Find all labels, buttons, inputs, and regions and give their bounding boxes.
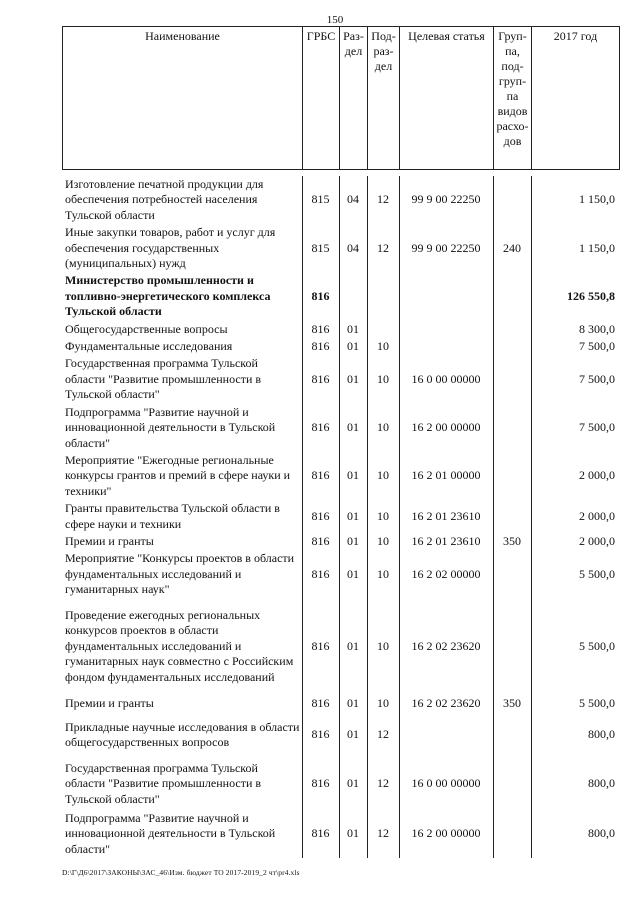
header-podrazdel: Под- раз- дел bbox=[368, 27, 400, 170]
row-podrazdel: 10 bbox=[367, 500, 399, 533]
row-podrazdel: 12 bbox=[367, 176, 399, 224]
row-target: 16 0 00 00000 bbox=[399, 758, 493, 810]
header-group: Груп- па, под- груп- па видов расхо- дов bbox=[494, 27, 532, 170]
row-grbs: 816 bbox=[302, 355, 339, 403]
table-row bbox=[62, 500, 619, 533]
row-amount: 7 500,0 bbox=[531, 338, 619, 355]
row-target: 99 9 00 22250 bbox=[399, 224, 493, 272]
row-podrazdel: 10 bbox=[367, 533, 399, 550]
row-name: Общегосударственные вопросы bbox=[65, 321, 228, 336]
row-amount: 800,0 bbox=[531, 758, 619, 810]
row-grbs: 816 bbox=[302, 272, 339, 320]
row-name: Государственная программа Тульской области "Развитие промышленности в Тульской области" bbox=[65, 356, 262, 402]
row-group bbox=[493, 599, 531, 695]
row-target: 16 0 00 00000 bbox=[399, 355, 493, 403]
row-razdel: 01 bbox=[339, 355, 367, 403]
table-row bbox=[62, 176, 619, 224]
page-number: 150 bbox=[326, 14, 344, 26]
row-podrazdel: 12 bbox=[367, 712, 399, 758]
row-grbs: 816 bbox=[302, 550, 339, 598]
row-name: Министерство промышленности и топливно-энергетического комплекса Тульской области bbox=[65, 273, 271, 319]
row-grbs: 816 bbox=[302, 758, 339, 810]
row-amount: 8 300,0 bbox=[531, 321, 619, 338]
row-name: Мероприятие "Ежегодные региональные конкурсы грантов и премий в сфере науки и техники" bbox=[65, 452, 291, 498]
row-podrazdel bbox=[367, 321, 399, 338]
table-row bbox=[62, 321, 619, 338]
row-target: 16 2 00 00000 bbox=[399, 810, 493, 858]
row-podrazdel: 12 bbox=[367, 758, 399, 810]
row-target bbox=[399, 272, 493, 320]
budget-table bbox=[62, 176, 619, 858]
header-grbs: ГРБС bbox=[303, 27, 340, 170]
header-razdel: Раз- дел bbox=[340, 27, 368, 170]
row-name: Иные закупки товаров, работ и услуг для обеспечения государственных (муниципальных) нужд bbox=[65, 225, 276, 271]
row-name: Подпрограмма "Развитие научной и инновационной деятельности в Тульской области" bbox=[65, 810, 276, 856]
row-group bbox=[493, 810, 531, 858]
row-name: Гранты правительства Тульской области в сфере науки и техники bbox=[65, 501, 280, 531]
row-group bbox=[493, 550, 531, 598]
row-razdel: 01 bbox=[339, 338, 367, 355]
row-razdel: 01 bbox=[339, 810, 367, 858]
row-razdel bbox=[339, 272, 367, 320]
row-group bbox=[493, 176, 531, 224]
row-target: 16 2 02 23620 bbox=[399, 599, 493, 695]
row-name: Мероприятие "Конкурсы проектов в области фундаментальных исследований и гуманитарных наук" bbox=[65, 551, 295, 597]
row-podrazdel: 10 bbox=[367, 404, 399, 452]
row-razdel: 01 bbox=[339, 599, 367, 695]
table-row bbox=[62, 452, 619, 500]
row-grbs: 816 bbox=[302, 404, 339, 452]
row-podrazdel: 12 bbox=[367, 810, 399, 858]
row-amount: 7 500,0 bbox=[531, 404, 619, 452]
row-grbs: 816 bbox=[302, 338, 339, 355]
row-group: 350 bbox=[493, 695, 531, 712]
table-row bbox=[62, 224, 619, 272]
table-row bbox=[62, 338, 619, 355]
row-grbs: 816 bbox=[302, 452, 339, 500]
row-name: Изготовление печатной продукции для обеспечения потребностей населения Тульской области bbox=[65, 177, 264, 222]
row-target: 16 2 01 00000 bbox=[399, 452, 493, 500]
row-grbs: 816 bbox=[302, 712, 339, 758]
table-row bbox=[62, 758, 619, 810]
row-amount: 2 000,0 bbox=[531, 452, 619, 500]
row-razdel: 01 bbox=[339, 712, 367, 758]
table-row bbox=[62, 550, 619, 598]
row-grbs: 816 bbox=[302, 810, 339, 858]
file-path-footer: D:\Г\Д6\2017\ЗАКОНЫ\ЗАС_46\Изм. бюджет ТО 2017-2019_2 чт\pr4.xls bbox=[62, 868, 300, 877]
row-amount: 7 500,0 bbox=[531, 355, 619, 403]
row-group bbox=[493, 355, 531, 403]
row-group bbox=[493, 272, 531, 320]
row-name: Государственная программа Тульской области "Развитие промышленности в Тульской области" bbox=[65, 760, 262, 806]
row-podrazdel: 10 bbox=[367, 452, 399, 500]
row-amount: 2 000,0 bbox=[531, 500, 619, 533]
row-target bbox=[399, 321, 493, 338]
row-name: Премии и гранты bbox=[65, 695, 154, 710]
table-row bbox=[62, 695, 619, 712]
header-name: Наименование bbox=[63, 27, 303, 170]
row-grbs: 816 bbox=[302, 695, 339, 712]
row-amount: 126 550,8 bbox=[531, 272, 619, 320]
row-name: Прикладные научные исследования в области общегосударственных вопросов bbox=[65, 719, 300, 749]
budget-rows bbox=[62, 176, 619, 858]
row-target: 16 2 02 23620 bbox=[399, 695, 493, 712]
row-amount: 1 150,0 bbox=[531, 176, 619, 224]
row-podrazdel: 10 bbox=[367, 355, 399, 403]
row-target bbox=[399, 712, 493, 758]
row-amount: 800,0 bbox=[531, 810, 619, 858]
row-amount: 5 500,0 bbox=[531, 550, 619, 598]
row-razdel: 01 bbox=[339, 404, 367, 452]
row-razdel: 01 bbox=[339, 695, 367, 712]
row-name: Фундаментальные исследования bbox=[65, 339, 233, 354]
row-razdel: 01 bbox=[339, 533, 367, 550]
row-grbs: 816 bbox=[302, 500, 339, 533]
row-grbs: 816 bbox=[302, 599, 339, 695]
row-target: 16 2 01 23610 bbox=[399, 500, 493, 533]
row-grbs: 816 bbox=[302, 533, 339, 550]
table-row bbox=[62, 810, 619, 858]
row-target: 99 9 00 22250 bbox=[399, 176, 493, 224]
row-podrazdel bbox=[367, 272, 399, 320]
row-group bbox=[493, 338, 531, 355]
row-group bbox=[493, 712, 531, 758]
row-name: Подпрограмма "Развитие научной и инновационной деятельности в Тульской области" bbox=[65, 404, 276, 450]
row-group bbox=[493, 500, 531, 533]
row-razdel: 04 bbox=[339, 224, 367, 272]
header-target: Целевая статья bbox=[400, 27, 494, 170]
row-razdel: 04 bbox=[339, 176, 367, 224]
row-amount: 1 150,0 bbox=[531, 224, 619, 272]
row-target: 16 2 00 00000 bbox=[399, 404, 493, 452]
table-row bbox=[62, 533, 619, 550]
row-group bbox=[493, 758, 531, 810]
row-target: 16 2 02 00000 bbox=[399, 550, 493, 598]
row-name: Премии и гранты bbox=[65, 533, 154, 548]
row-group bbox=[493, 321, 531, 338]
row-podrazdel: 12 bbox=[367, 224, 399, 272]
row-name: Проведение ежегодных региональных конкурсов проектов в области фундаментальных исследований и гуманитарных наук совместно с Российским фондом фундаментальных исследований bbox=[65, 608, 294, 684]
table-row bbox=[62, 712, 619, 758]
row-amount: 2 000,0 bbox=[531, 533, 619, 550]
table-row bbox=[62, 599, 619, 695]
row-razdel: 01 bbox=[339, 758, 367, 810]
table-row bbox=[62, 404, 619, 452]
row-target: 16 2 01 23610 bbox=[399, 533, 493, 550]
row-amount: 5 500,0 bbox=[531, 695, 619, 712]
row-target bbox=[399, 338, 493, 355]
row-amount: 800,0 bbox=[531, 712, 619, 758]
row-grbs: 816 bbox=[302, 321, 339, 338]
row-group bbox=[493, 452, 531, 500]
row-podrazdel: 10 bbox=[367, 550, 399, 598]
table-row bbox=[62, 355, 619, 403]
row-podrazdel: 10 bbox=[367, 695, 399, 712]
row-razdel: 01 bbox=[339, 452, 367, 500]
row-razdel: 01 bbox=[339, 500, 367, 533]
row-amount: 5 500,0 bbox=[531, 599, 619, 695]
row-group bbox=[493, 404, 531, 452]
row-razdel: 01 bbox=[339, 550, 367, 598]
row-grbs: 815 bbox=[302, 176, 339, 224]
row-grbs: 815 bbox=[302, 224, 339, 272]
header-year: 2017 год bbox=[532, 27, 620, 170]
row-podrazdel: 10 bbox=[367, 599, 399, 695]
row-group: 350 bbox=[493, 533, 531, 550]
row-group: 240 bbox=[493, 224, 531, 272]
table-header bbox=[62, 26, 620, 170]
table-row bbox=[62, 272, 619, 320]
row-podrazdel: 10 bbox=[367, 338, 399, 355]
row-razdel: 01 bbox=[339, 321, 367, 338]
